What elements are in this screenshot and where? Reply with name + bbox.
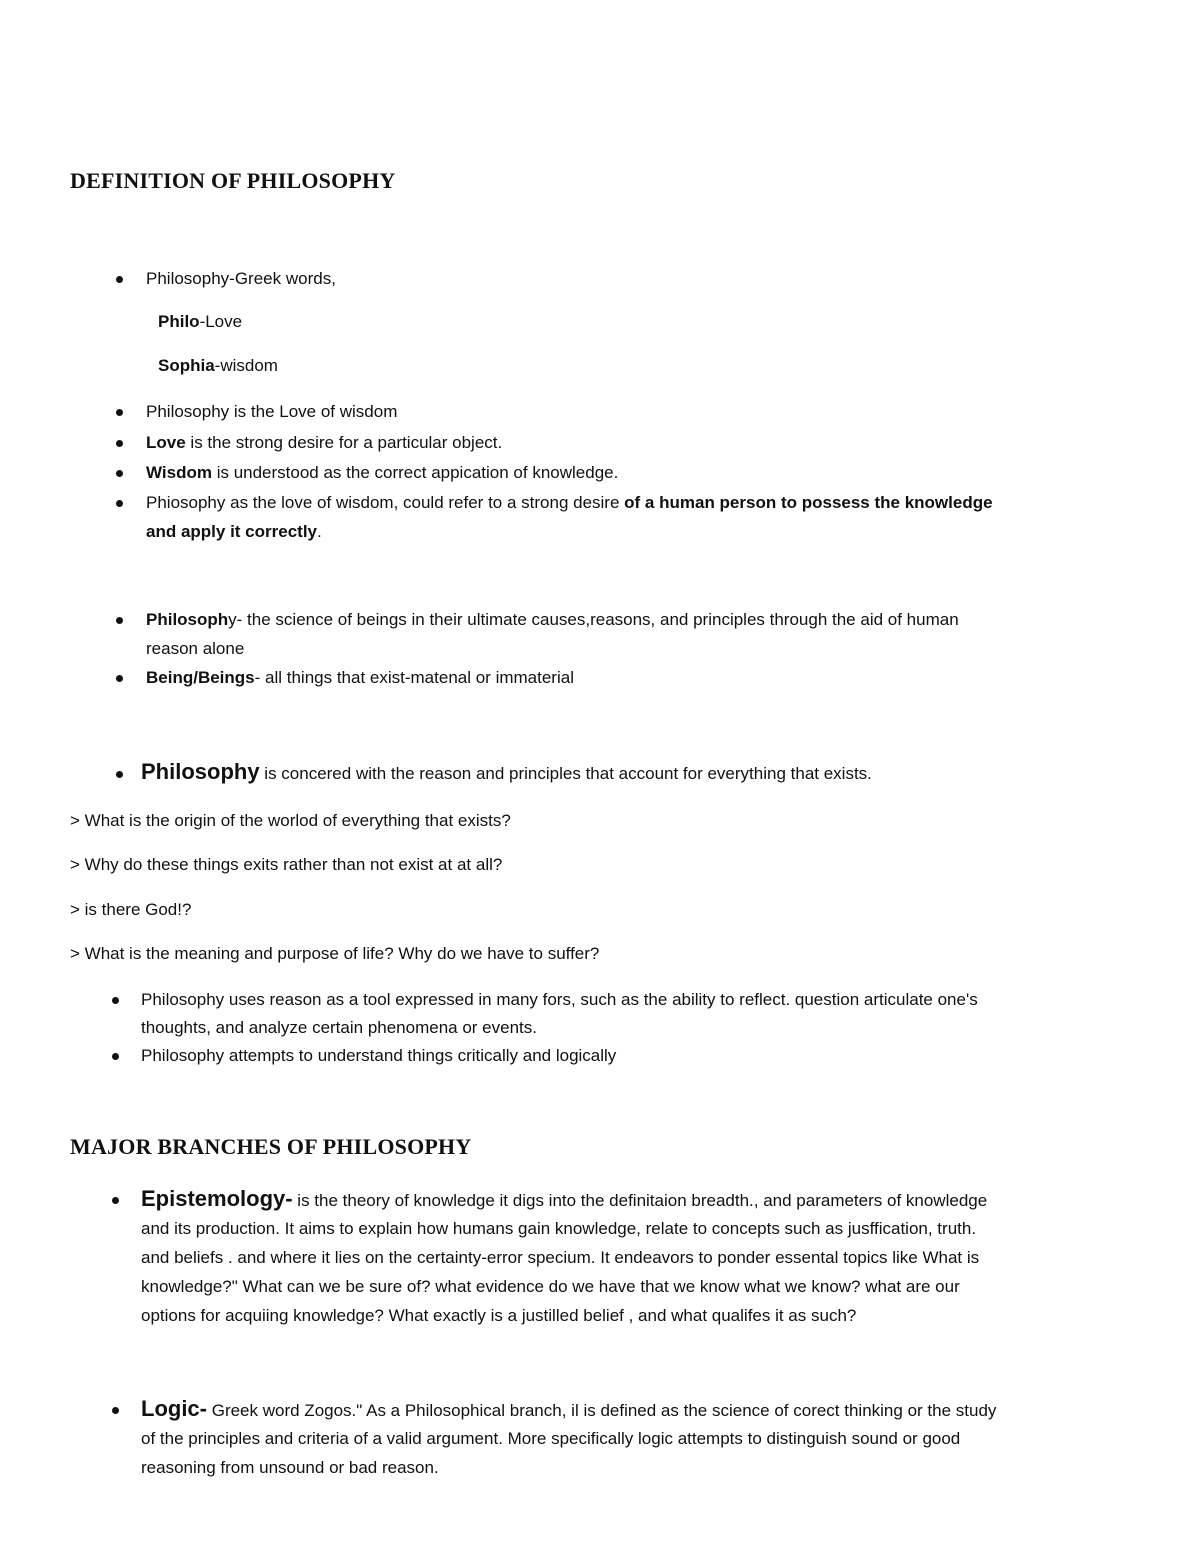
philo-term: Philo (158, 312, 200, 331)
section-heading-branches: MAJOR BRANCHES OF PHILOSOPHY (70, 1134, 472, 1159)
list-item-concerned (141, 757, 872, 788)
bullet (116, 771, 123, 778)
epistemology-line: knowledge?" What can we be sure of? what evidence do we have that we know what we know? what are our (141, 1277, 960, 1296)
philo-definition (158, 307, 242, 336)
list-item-science-line2: reason alone (146, 639, 245, 658)
list-item-critical: Philosophy attempts to understand things critically and logically (141, 1046, 617, 1065)
philo-meaning: -Love (199, 312, 243, 331)
bullet (112, 1053, 119, 1060)
epistemology-line (141, 1184, 987, 1215)
phiosophy-plain: Phiosophy as the love of wisdom, could refer to a strong desire (146, 493, 625, 512)
list-item-being (146, 663, 574, 692)
epistemology-line: and beliefs . and where it lies on the certainty-error specium. It endeavors to ponder essental topics like What is (141, 1248, 980, 1267)
list-item-science-line1 (146, 605, 959, 634)
bullet (116, 470, 123, 477)
question-line: > What is the meaning and purpose of life? Why do we have to suffer? (70, 944, 600, 963)
bullet (116, 276, 123, 283)
concerned-definition: is concered with the reason and principles that account for everything that exists. (259, 764, 872, 783)
epistemology-line: and its production. It aims to explain how humans gain knowledge, relate to concepts such as jusffication, truth. (141, 1219, 977, 1238)
being-definition: - all things that exist-matenal or immaterial (254, 668, 574, 687)
list-item-reason-tool-line1: Philosophy uses reason as a tool expressed in many fors, such as the ability to reflect. question articulate one's (141, 990, 978, 1009)
list-item-love (146, 428, 502, 457)
epistemology-term: Epistemology- (141, 1186, 293, 1211)
logic-line (141, 1394, 996, 1425)
sophia-definition (158, 351, 278, 380)
bullet (116, 617, 123, 624)
epistemology-line: options for acquiing knowledge? What exactly is a justilled belief , and what qualifes it as such? (141, 1306, 857, 1325)
list-item-wisdom (146, 458, 618, 487)
sophia-term: Sophia (158, 356, 215, 375)
concerned-term: Philosophy (141, 759, 260, 784)
phiosophy-bold: of a human person to possess the knowledge (624, 493, 993, 512)
science-term: Philosoph (146, 610, 229, 629)
bullet (112, 997, 119, 1004)
list-item-phiosophy-line1 (146, 488, 993, 517)
bullet (116, 440, 123, 447)
love-definition: is the strong desire for a particular object. (185, 433, 503, 452)
list-item-reason-tool-line2: thoughts, and analyze certain phenomena or events. (141, 1018, 537, 1037)
love-term: Love (146, 433, 186, 452)
wisdom-definition: is understood as the correct appication of knowledge. (211, 463, 619, 482)
phiosophy-end: . (317, 522, 322, 541)
section-heading-definition: DEFINITION OF PHILOSOPHY (70, 168, 396, 193)
logic-text: Greek word Zogos." As a Philosophical branch, il is defined as the science of corect thinking or the study (207, 1401, 997, 1420)
question-line: > What is the origin of the worlod of everything that exists? (70, 811, 511, 830)
bullet (116, 675, 123, 682)
bullet (116, 500, 123, 507)
phiosophy-bold-2: and apply it correctly (146, 522, 317, 541)
logic-term: Logic- (141, 1396, 207, 1421)
bullet (112, 1197, 119, 1204)
sophia-meaning: -wisdom (214, 356, 278, 375)
epistemology-text: is the theory of knowledge it digs into the definitaion breadth., and parameters of knowledge (292, 1191, 988, 1210)
logic-line: of the principles and criteria of a valid argument. More specifically logic attempts to distinguish sound or good (141, 1429, 961, 1448)
logic-line: reasoning from unsound or bad reason. (141, 1458, 439, 1477)
wisdom-term: Wisdom (146, 463, 212, 482)
bullet (116, 409, 123, 416)
question-line: > is there God!? (70, 900, 192, 919)
list-item-love-of-wisdom: Philosophy is the Love of wisdom (146, 402, 398, 421)
science-definition: y- the science of beings in their ultimate causes,reasons, and principles through the aid of human (228, 610, 959, 629)
question-line: > Why do these things exits rather than not exist at at all? (70, 855, 503, 874)
being-term: Being/Beings (146, 668, 255, 687)
bullet (112, 1407, 119, 1414)
list-item-etymology: Philosophy-Greek words, (146, 269, 336, 288)
list-item-phiosophy-line2 (146, 517, 322, 546)
